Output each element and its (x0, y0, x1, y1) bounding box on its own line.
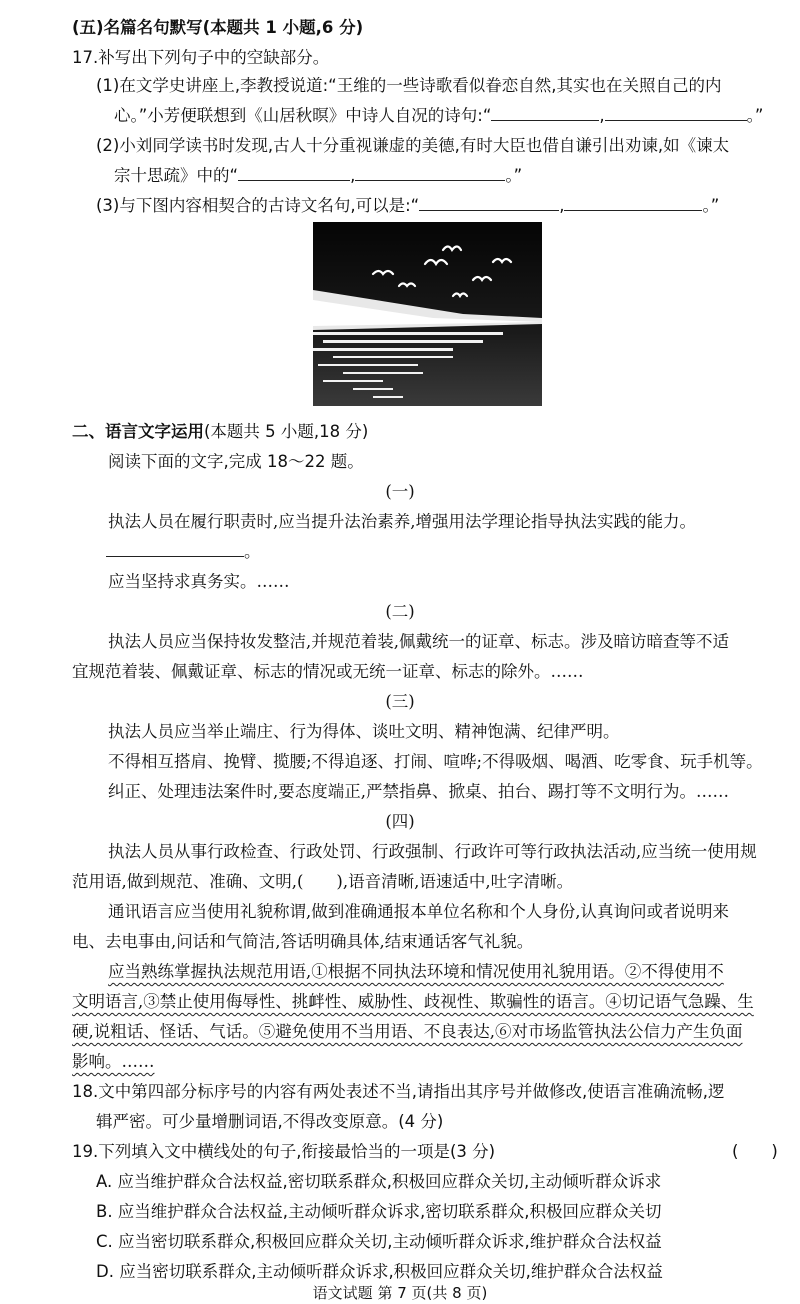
period: 。 (244, 542, 261, 561)
q17-part1-line2 (114, 102, 763, 126)
question-19-stem: 19.下列填入文中横线处的句子,衔接最恰当的一项是(3 分) (72, 1142, 496, 1161)
part4-line7 (72, 1018, 743, 1042)
answer-blank[interactable] (605, 103, 747, 121)
answer-parentheses[interactable]: ( ) (732, 1142, 778, 1161)
part4-line1: 执法人员从事行政检查、行政处罚、行政强制、行政许可等行政执法活动,应当统一使用规 (108, 842, 757, 861)
wavy-underlined-text: 文明语言,③禁止使用侮辱性、挑衅性、威胁性、歧视性、欺骗性的语言。④切记语气急躁、生 (72, 992, 754, 1011)
part4-line4: 电、去电事由,问话和气简洁,答话明确具体,结束通话客气礼貌。 (72, 932, 534, 951)
q17-part2-line1: (2)小刘同学读书时发现,古人十分重视谦虚的美德,有时大臣也借自谦引出劝谏,如《谏太 (96, 136, 730, 155)
option-d[interactable]: D. 应当密切联系群众,主动倾听群众诉求,积极回应群众关切,维护群众合法权益 (96, 1262, 663, 1281)
option-b[interactable]: B. 应当维护群众合法权益,主动倾听群众诉求,密切联系群众,积极回应群众关切 (96, 1202, 662, 1221)
comma: , (559, 196, 565, 215)
page-footer: 语文试题 第 7 页(共 8 页) (312, 1284, 488, 1302)
part1-line3: 应当坚持求真务实。…… (108, 572, 290, 591)
answer-blank[interactable] (355, 163, 505, 181)
part4-line3: 通讯语言应当使用礼貌称谓,做到准确通报本单位名称和个人身份,认真询问或者说明来 (108, 902, 729, 921)
part4-line2: 范用语,做到规范、准确、文明,( ),语音清晰,语速适中,吐字清晰。 (72, 872, 574, 891)
answer-blank[interactable] (238, 163, 350, 181)
comma: , (350, 166, 356, 185)
wavy-underlined-text: 应当熟练掌握执法规范用语,①根据不同执法环境和情况使用礼貌用语。②不得使用不 (108, 962, 724, 981)
end-mark: 。” (505, 166, 523, 185)
question-18-line1: 18.文中第四部分标序号的内容有两处表述不当,请指出其序号并做修改,使语言准确流畅,逻 (72, 1082, 725, 1101)
section-title-detail: (本题共 5 小题,18 分) (204, 422, 369, 441)
part4-line5 (108, 958, 724, 982)
end-mark: 。” (702, 196, 720, 215)
section-title-5: (五)名篇名句默写(本题共 1 小题,6 分) (72, 18, 364, 37)
part3-line2: 不得相互搭肩、挽臂、揽腰;不得追逐、打闹、喧哗;不得吸烟、喝酒、吃零食、玩手机等。 (108, 752, 763, 771)
section-title-main: 二、语言文字运用 (72, 422, 204, 441)
comma: , (599, 106, 605, 125)
reading-instruction: 阅读下面的文字,完成 18～22 题。 (108, 452, 364, 471)
q17-part3-text: (3)与下图内容相契合的古诗文名句,可以是:“ (96, 196, 420, 215)
answer-blank[interactable] (419, 193, 559, 211)
answer-blank[interactable] (491, 103, 599, 121)
part3-line3: 纠正、处理违法案件时,要态度端正,严禁指鼻、掀桌、拍台、踢打等不文明行为。…… (108, 782, 729, 801)
q17-part1-text: 心。”小芳便联想到《山居秋暝》中诗人自况的诗句:“ (114, 106, 492, 125)
image-graphic (313, 222, 542, 406)
part4-line6 (72, 988, 754, 1012)
q17-part2-line2 (114, 162, 522, 186)
part2-line2: 宜规范着装、佩戴证章、标志的情况或无统一证章、标志的除外。…… (72, 662, 584, 681)
part3-line1: 执法人员应当举止端庄、行为得体、谈吐文明、精神饱满、纪律严明。 (108, 722, 620, 741)
part-heading-3: (三) (385, 692, 415, 711)
part-heading-1: (一) (385, 482, 415, 501)
wavy-underlined-text: 硬,说粗话、怪话、气话。⑤避免使用不当用语、不良表达,⑥对市场监管执法公信力产生负面 (72, 1022, 743, 1041)
section-title-2 (72, 418, 368, 442)
question-17-stem: 17.补写出下列句子中的空缺部分。 (72, 48, 330, 67)
q17-part3 (96, 192, 719, 216)
option-a[interactable]: A. 应当维护群众合法权益,密切联系群众,积极回应群众关切,主动倾听群众诉求 (96, 1172, 662, 1191)
part1-line2 (106, 538, 261, 562)
part4-line8 (72, 1048, 155, 1072)
wavy-underlined-text: 影响。…… (72, 1052, 155, 1071)
part2-line1: 执法人员应当保持妆发整洁,并规范着装,佩戴统一的证章、标志。涉及暗访暗查等不适 (108, 632, 729, 651)
part-heading-4: (四) (385, 812, 415, 831)
answer-blank[interactable] (564, 193, 702, 211)
question-18-line2: 辑严密。可少量增删词语,不得改变原意。(4 分) (96, 1112, 444, 1131)
end-mark: 。” (746, 106, 764, 125)
part-heading-2: (二) (385, 602, 415, 621)
q17-part1-line1: (1)在文学史讲座上,李教授说道:“王维的一些诗歌看似眷恋自然,其实也在关照自己的内 (96, 76, 722, 95)
fill-in-blank[interactable] (106, 539, 244, 557)
option-c[interactable]: C. 应当密切联系群众,积极回应群众关切,主动倾听群众诉求,维护群众合法权益 (96, 1232, 662, 1251)
part1-line1: 执法人员在履行职责时,应当提升法治素养,增强用法学理论指导执法实践的能力。 (108, 512, 696, 531)
q17-part2-text: 宗十思疏》中的“ (114, 166, 239, 185)
seagulls-over-water-image (313, 222, 542, 406)
